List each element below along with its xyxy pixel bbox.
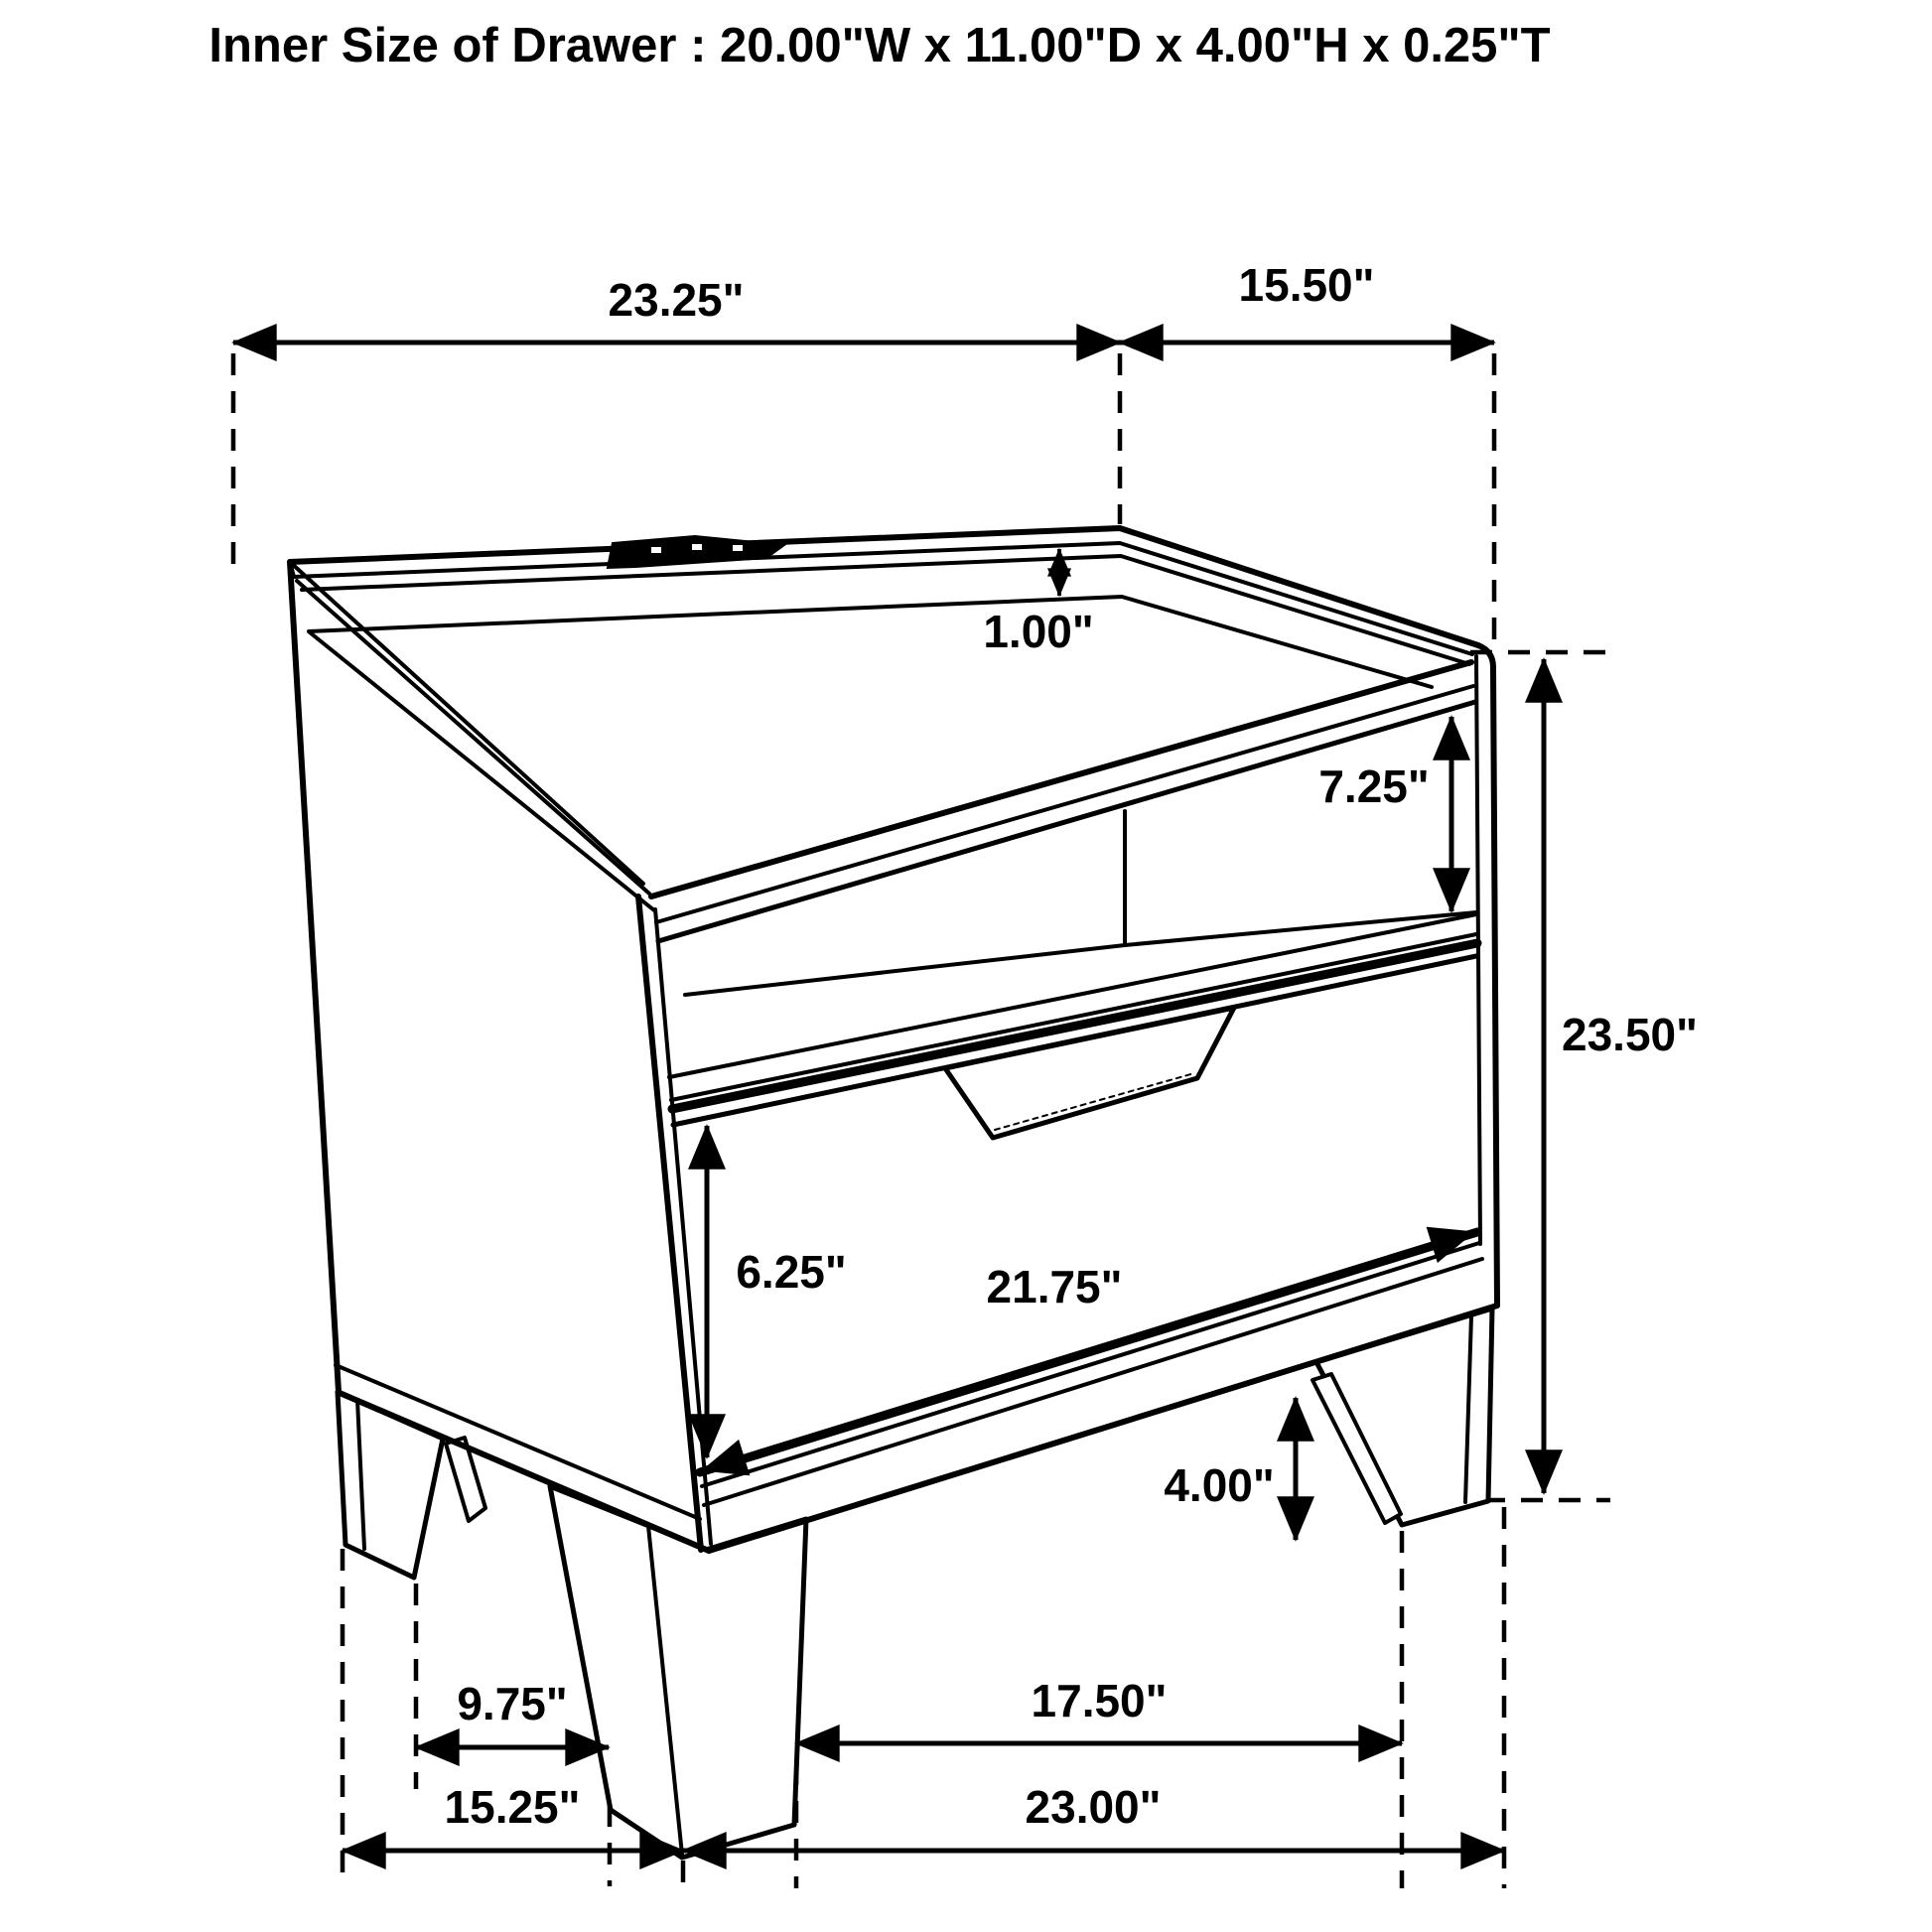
dim-top-width <box>233 274 1120 343</box>
dim-top-width-label: 23.25" <box>608 274 745 326</box>
dim-front-leg-spacing <box>796 1675 1402 1743</box>
deck-rail-base-edge <box>309 597 1432 687</box>
dim-overall-height <box>1544 659 1698 1493</box>
front-left-corner-inner <box>655 909 711 1544</box>
dim-base-width-label: 23.00" <box>1025 1781 1162 1833</box>
rail-right-corner-round <box>1478 645 1493 667</box>
shelf-backwall-floor-edge <box>685 945 1125 995</box>
outlet-slot-2 <box>692 544 702 550</box>
dim-drawer-front-width-label: 21.75" <box>986 1261 1123 1312</box>
dim-top-depth <box>1120 259 1494 343</box>
back-left-leg <box>338 1392 443 1578</box>
drawing-title: Inner Size of Drawer : 20.00"W x 11.00"D x 4.00"H x 0.25"T <box>208 19 1551 72</box>
dim-leg-height <box>1164 1398 1296 1540</box>
legs <box>338 1309 1492 1858</box>
side-top-edge-outer <box>290 562 643 884</box>
side-deck-edge <box>310 632 654 910</box>
side-top-edge-inner <box>297 581 649 894</box>
front-right-corner-inner <box>1476 656 1480 1244</box>
dim-side-leg-spacing <box>416 1678 609 1747</box>
dim-leg-height-label: 4.00" <box>1164 1459 1275 1511</box>
side-back-edge <box>290 562 339 1392</box>
rail-inner-top-edge <box>294 543 1472 654</box>
rail-outer-top-edge <box>290 528 1478 645</box>
dim-side-leg-spacing-label: 9.75" <box>457 1678 568 1729</box>
dim-drawer-front-height-label: 6.25" <box>736 1246 847 1298</box>
outlet-slot-1 <box>651 547 661 553</box>
dim-shelf-opening-height-label: 7.25" <box>1318 760 1430 812</box>
dim-overall-height-label: 23.50" <box>1562 1009 1698 1060</box>
top-gallery-rail <box>290 528 1493 687</box>
dim-front-leg-spacing-label: 17.50" <box>1031 1675 1168 1726</box>
shelf-floor-right-edge <box>1125 912 1476 945</box>
dim-base-width <box>683 1781 1504 1851</box>
dim-shelf-opening-height <box>1318 717 1451 911</box>
top-rail-strip-edge <box>658 702 1475 941</box>
front-face <box>651 656 1497 1306</box>
outlet-slot-3 <box>733 545 743 551</box>
front-right-corner-outer <box>1493 667 1497 1306</box>
dim-drawer-front-height <box>707 1126 847 1457</box>
dim-gallery-rail-height-label: 1.00" <box>983 606 1094 657</box>
dim-top-depth-label: 15.50" <box>1238 259 1375 311</box>
dim-base-depth-label: 15.25" <box>444 1781 581 1833</box>
nightstand-drawing <box>290 528 1497 1858</box>
